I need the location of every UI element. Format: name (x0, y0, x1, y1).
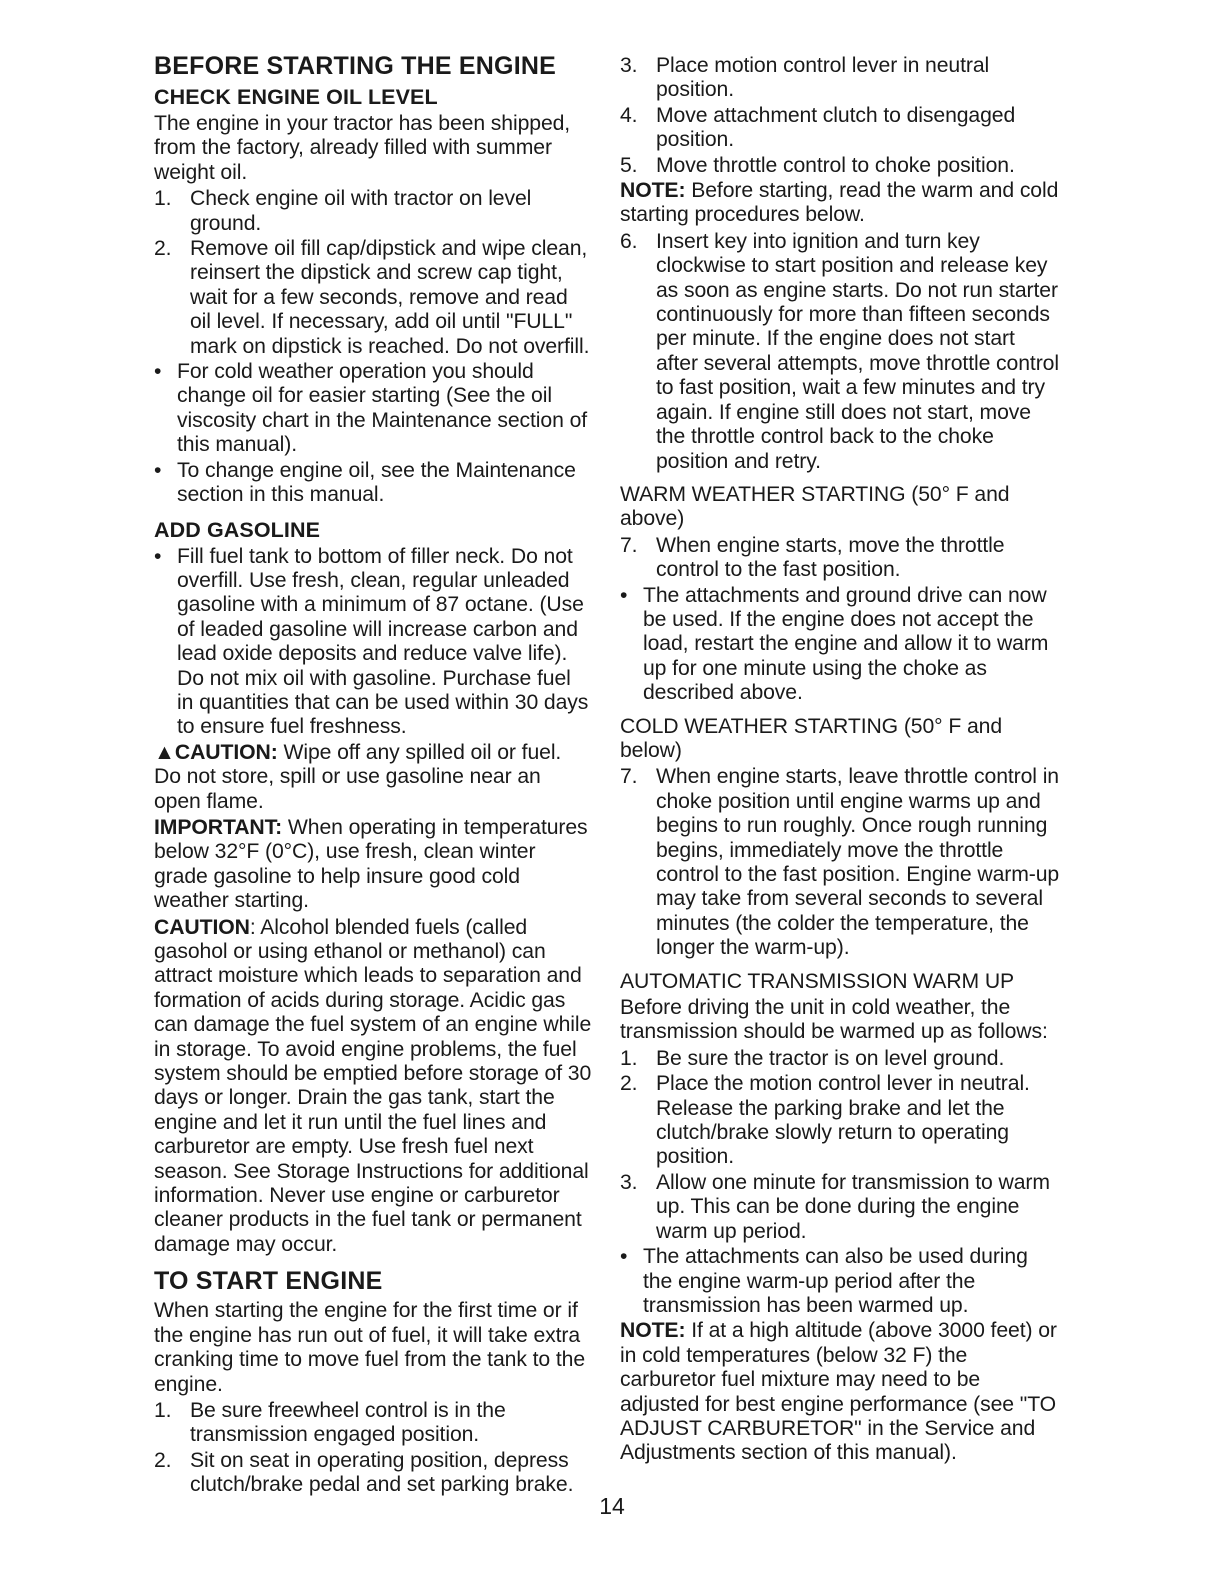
caution-label: CAUTION (154, 915, 250, 939)
auto-step-3 (620, 1171, 1060, 1244)
start-step-4 (620, 104, 1060, 153)
step-number: 3. (620, 1170, 638, 1194)
step-text: Remove oil fill cap/dipstick and wipe clean, reinsert the dipstick and screw cap tight, wait for a few seconds, remove and read oil level. If necessary, add oil until "FULL" mark on dipstick is reached. Do not overfill. (190, 237, 590, 358)
section-heading-to-start-engine: TO START ENGINE (154, 1267, 383, 1296)
check-oil-intro: The engine in your tractor has been shipped, from the factory, already filled with summer weight oil. (154, 112, 571, 184)
step-text: Move attachment clutch to disengaged position. (656, 103, 1016, 152)
page-number: 14 (599, 1493, 625, 1519)
step-text: When engine starts, leave throttle control in choke position until engine warms up and begins to run roughly. Once rough running begins, immediately move the throttle control to the fast position. Engine warm-up may take from several seconds to several minutes (the colder the temperature, the longer the warm-up). (656, 765, 1060, 960)
step-number: 7. (620, 765, 638, 789)
start-step-3 (620, 54, 1060, 103)
bullet-text: For cold weather operation you should change oil for easier starting (See the oil viscosity chart in the Maintenance section of this manual). (177, 360, 588, 457)
cold-step-7 (620, 765, 1060, 960)
step-number: 6. (620, 229, 638, 253)
step-text: Check engine oil with tractor on level ground. (190, 187, 532, 235)
step-number: 1. (620, 1046, 638, 1070)
subheading-warm-weather: WARM WEATHER STARTING (50° F and above) (620, 482, 1010, 531)
gasoline-bullet (154, 545, 592, 740)
important-text: When operating in temperatures below 32°F (0°C), use fresh, clean winter grade gasoline to help insure good cold weather starting. (154, 815, 588, 913)
important-paragraph (154, 816, 592, 914)
step-text: Sit on seat in operating position, depress clutch/brake pedal and set parking brake. (190, 1448, 574, 1497)
start-step-6 (620, 230, 1060, 474)
subheading-auto-transmission: AUTOMATIC TRANSMISSION WARM UP (620, 969, 1015, 993)
subheading-check-oil: CHECK ENGINE OIL LEVEL (154, 85, 438, 109)
step-text: Place the motion control lever in neutral. Release the parking brake and let the clutch/brake slowly return to operating position. (656, 1072, 1030, 1169)
start-engine-intro: When starting the engine for the first time or if the engine has run out of fuel, it will take extra cranking time to move fuel from the tank to the engine. (154, 1299, 586, 1396)
caution-paragraph (154, 741, 592, 814)
note-text: Before starting, read the warm and cold starting procedures below. (620, 179, 1059, 227)
step-text: Be sure freewheel control is in the transmission engaged position. (190, 1398, 506, 1447)
step-text: When engine starts, move the throttle control to the fast position. (656, 533, 1005, 582)
check-oil-step-2 (154, 237, 592, 359)
auto-step-2 (620, 1072, 1060, 1170)
bullet-icon: • (620, 583, 628, 607)
bullet-icon: • (154, 544, 162, 568)
step-number: 5. (620, 153, 638, 177)
start-step-5 (620, 154, 1060, 178)
step-number: 2. (154, 1448, 172, 1472)
check-oil-bullet-1 (154, 360, 592, 458)
step-text: Insert key into ignition and turn key clockwise to start position and release key as soon as engine starts. Do not run starter continuously for more than fifteen seconds per minute. If the engine does not start after several attempts, move throttle control to fast position, wait a few minutes and try again. If engine still does not start, move the throttle control back to the choke position and retry. (656, 229, 1059, 473)
note-text: If at a high altitude (above 3000 feet) or in cold temperatures (below 32 F) the carburetor fuel mixture may need to be adjusted for best engine performance (see "TO ADJUST CARBURETOR" in the Service and Adjustments section of this manual). (620, 1319, 1057, 1465)
caution-label: CAUTION: (174, 740, 278, 764)
bullet-icon: • (620, 1245, 628, 1269)
step-number: 2. (620, 1072, 638, 1096)
warm-bullet (620, 584, 1060, 706)
note-paragraph-2 (620, 1319, 1060, 1465)
caution-text: : Alcohol blended fuels (called gasohol or using ethanol or methanol) can attract moisture which leads to separation and formation of acids during storage. Acidic gas can damage the fuel system of an engine while in storage. To avoid engine problems, the fuel system should be emptied before storage of 30 days or longer. Drain the gas tank, start the engine and let it run until the fuel lines and carburetor are empty. Use fresh fuel next season. See Storage Instructions for additional information. Never use engine or carburetor cleaner products in the fuel tank or permanent damage may occur. (154, 915, 592, 1256)
check-oil-step-1 (154, 187, 592, 236)
step-number: 2. (154, 237, 172, 261)
warm-step-7 (620, 534, 1060, 583)
alcohol-caution-paragraph (154, 916, 592, 1258)
step-number: 1. (154, 1398, 172, 1422)
bullet-text: Fill fuel tank to bottom of filler neck. Do not overfill. Use fresh, clean, regular unleaded gasoline with a minimum of 87 octane. (Use of leaded gasoline will increase carbon and lead oxide deposits and reduce valve life). Do not mix oil with gasoline. Purchase fuel in quantities that can be used within 30 days to ensure fuel freshness. (177, 544, 589, 739)
note-paragraph-1 (620, 179, 1060, 228)
step-number: 4. (620, 103, 638, 127)
auto-bullet (620, 1245, 1060, 1318)
auto-step-1 (620, 1047, 1060, 1071)
right-column (620, 54, 1060, 1468)
step-text: Place motion control lever in neutral position. (656, 54, 990, 102)
note-label: NOTE: (620, 1319, 686, 1343)
left-column (154, 52, 592, 1499)
step-text: Allow one minute for transmission to warm up. This can be done during the engine warm up period. (656, 1170, 1050, 1243)
important-label: IMPORTANT: (154, 815, 283, 839)
auto-transmission-intro: Before driving the unit in cold weather, the transmission should be warmed up as follows: (620, 996, 1048, 1044)
bullet-icon: • (154, 458, 162, 482)
subheading-cold-weather: COLD WEATHER STARTING (50° F and below) (620, 714, 1003, 762)
bullet-text: The attachments can also be used during the engine warm-up period after the transmission has been warmed up. (643, 1245, 1028, 1317)
step-number: 1. (154, 187, 172, 211)
start-step-1 (154, 1399, 592, 1448)
note-label: NOTE: (620, 179, 686, 203)
step-number: 7. (620, 533, 638, 557)
step-text: Move throttle control to choke position. (656, 153, 1015, 177)
bullet-text: To change engine oil, see the Maintenance section in this manual. (177, 458, 576, 507)
warning-triangle-icon: ▲ (154, 740, 175, 764)
caution-text: Wipe off any spilled oil or fuel. Do not store, spill or use gasoline near an open flame. (154, 740, 562, 813)
start-step-2 (154, 1449, 592, 1498)
section-heading-before-starting: BEFORE STARTING THE ENGINE (154, 52, 556, 80)
step-number: 3. (620, 54, 638, 77)
step-text: Be sure the tractor is on level ground. (656, 1046, 1005, 1070)
bullet-text: The attachments and ground drive can now be used. If the engine does not accept the load, restart the engine and allow it to warm up for one minute using the choke as described above. (643, 583, 1049, 705)
check-oil-bullet-2 (154, 459, 592, 508)
subheading-add-gasoline: ADD GASOLINE (154, 517, 321, 542)
bullet-icon: • (154, 360, 162, 384)
